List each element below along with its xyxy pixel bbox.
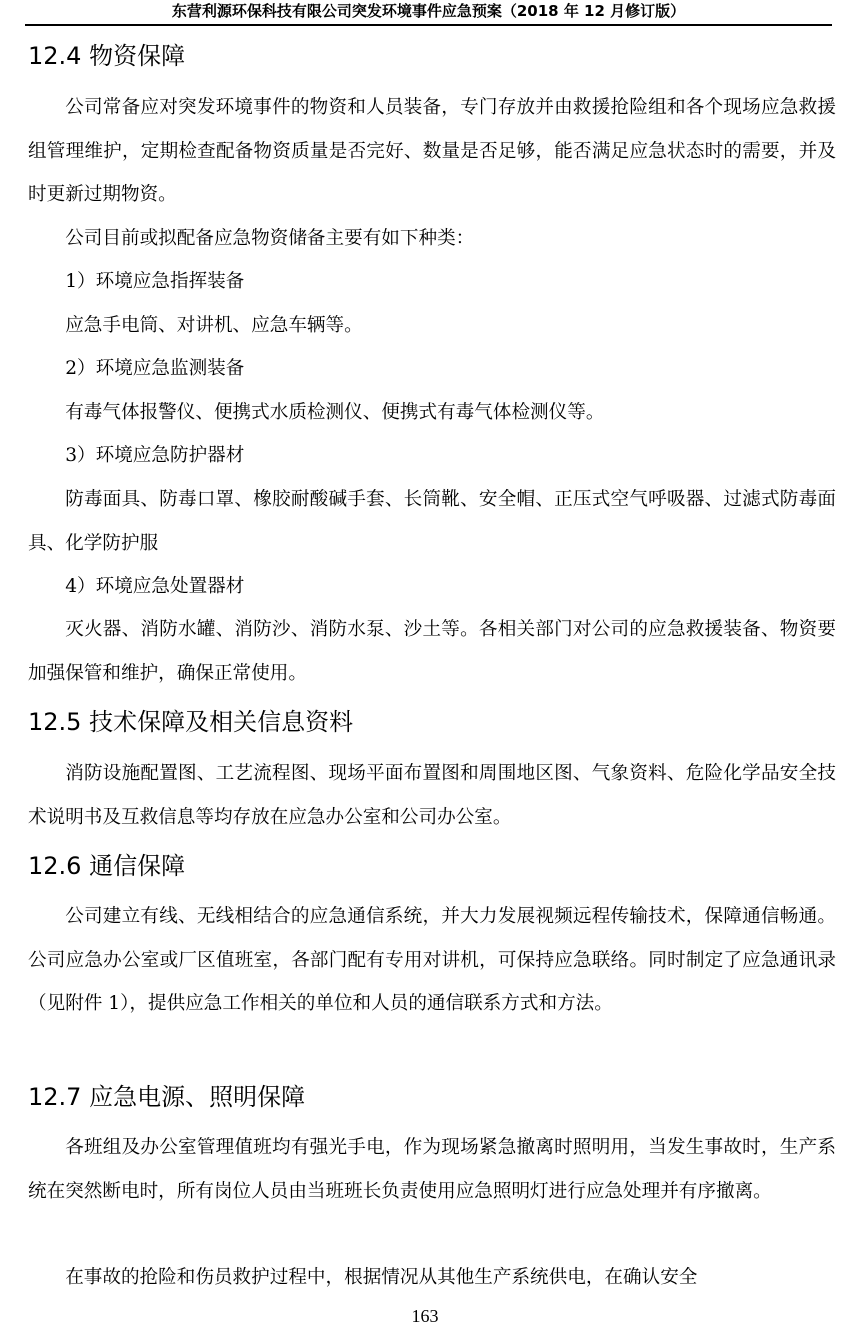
list-item-heading: 1）环境应急指挥装备 (65, 271, 245, 292)
paragraph: 有毒气体报警仪、便携式水质检测仪、便携式有毒气体检测仪等。 (65, 402, 605, 423)
section-heading-12-6: 12.6 通信保障 (28, 852, 186, 880)
paragraph: 防毒面具、防毒口罩、橡胶耐酸碱手套、长筒靴、安全帽、正压式空气呼吸器、过滤式防毒面具、化学防护服 (28, 489, 836, 554)
paragraph: 在事故的抢险和伤员救护过程中，根据情况从其他生产系统供电，在确认安全 (65, 1267, 698, 1288)
paragraph: 消防设施配置图、工艺流程图、现场平面布置图和周围地区图、气象资料、危险化学品安全技术说明书及互救信息等均存放在应急办公室和公司办公室。 (28, 763, 836, 828)
list-item-heading: 2）环境应急监测装备 (65, 358, 245, 379)
paragraph: 公司建立有线、无线相结合的应急通信系统，并大力发展视频远程传输技术，保障通信畅通。公司应急办公室或厂区值班室，各部门配有专用对讲机，可保持应急联络。同时制定了应急通讯录（见附件 1），提供应急工作相关的单位和人员的通信联系方式和方法。 (28, 906, 836, 1014)
paragraph: 应急手电筒、对讲机、应急车辆等。 (65, 315, 363, 336)
section-heading-12-7: 12.7 应急电源、照明保障 (28, 1083, 306, 1111)
document-header: 东营利源环保科技有限公司突发环境事件应急预案（2018 年 12 月修订版） (171, 2, 686, 20)
list-item-heading: 4）环境应急处置器材 (65, 576, 245, 597)
paragraph: 灭火器、消防水罐、消防沙、消防水泵、沙土等。各相关部门对公司的应急救援装备、物资要加强保管和维护，确保正常使用。 (28, 619, 836, 684)
page-number: 163 (411, 1306, 439, 1326)
paragraph: 各班组及办公室管理值班均有强光手电，作为现场紧急撤离时照明用，当发生事故时，生产系统在突然断电时，所有岗位人员由当班班长负责使用应急照明灯进行应急处理并有序撤离。 (28, 1137, 836, 1202)
header-rule (25, 24, 832, 26)
paragraph: 公司目前或拟配备应急物资储备主要有如下种类： (65, 228, 475, 249)
section-heading-12-4: 12.4 物资保障 (28, 42, 186, 70)
section-heading-12-5: 12.5 技术保障及相关信息资料 (28, 708, 354, 736)
paragraph: 公司常备应对突发环境事件的物资和人员装备，专门存放并由救援抢险组和各个现场应急救援组管理维护，定期检查配备物资质量是否完好、数量是否足够，能否满足应急状态时的需要，并及时更新过期物资。 (28, 97, 836, 205)
list-item-heading: 3）环境应急防护器材 (65, 445, 245, 466)
